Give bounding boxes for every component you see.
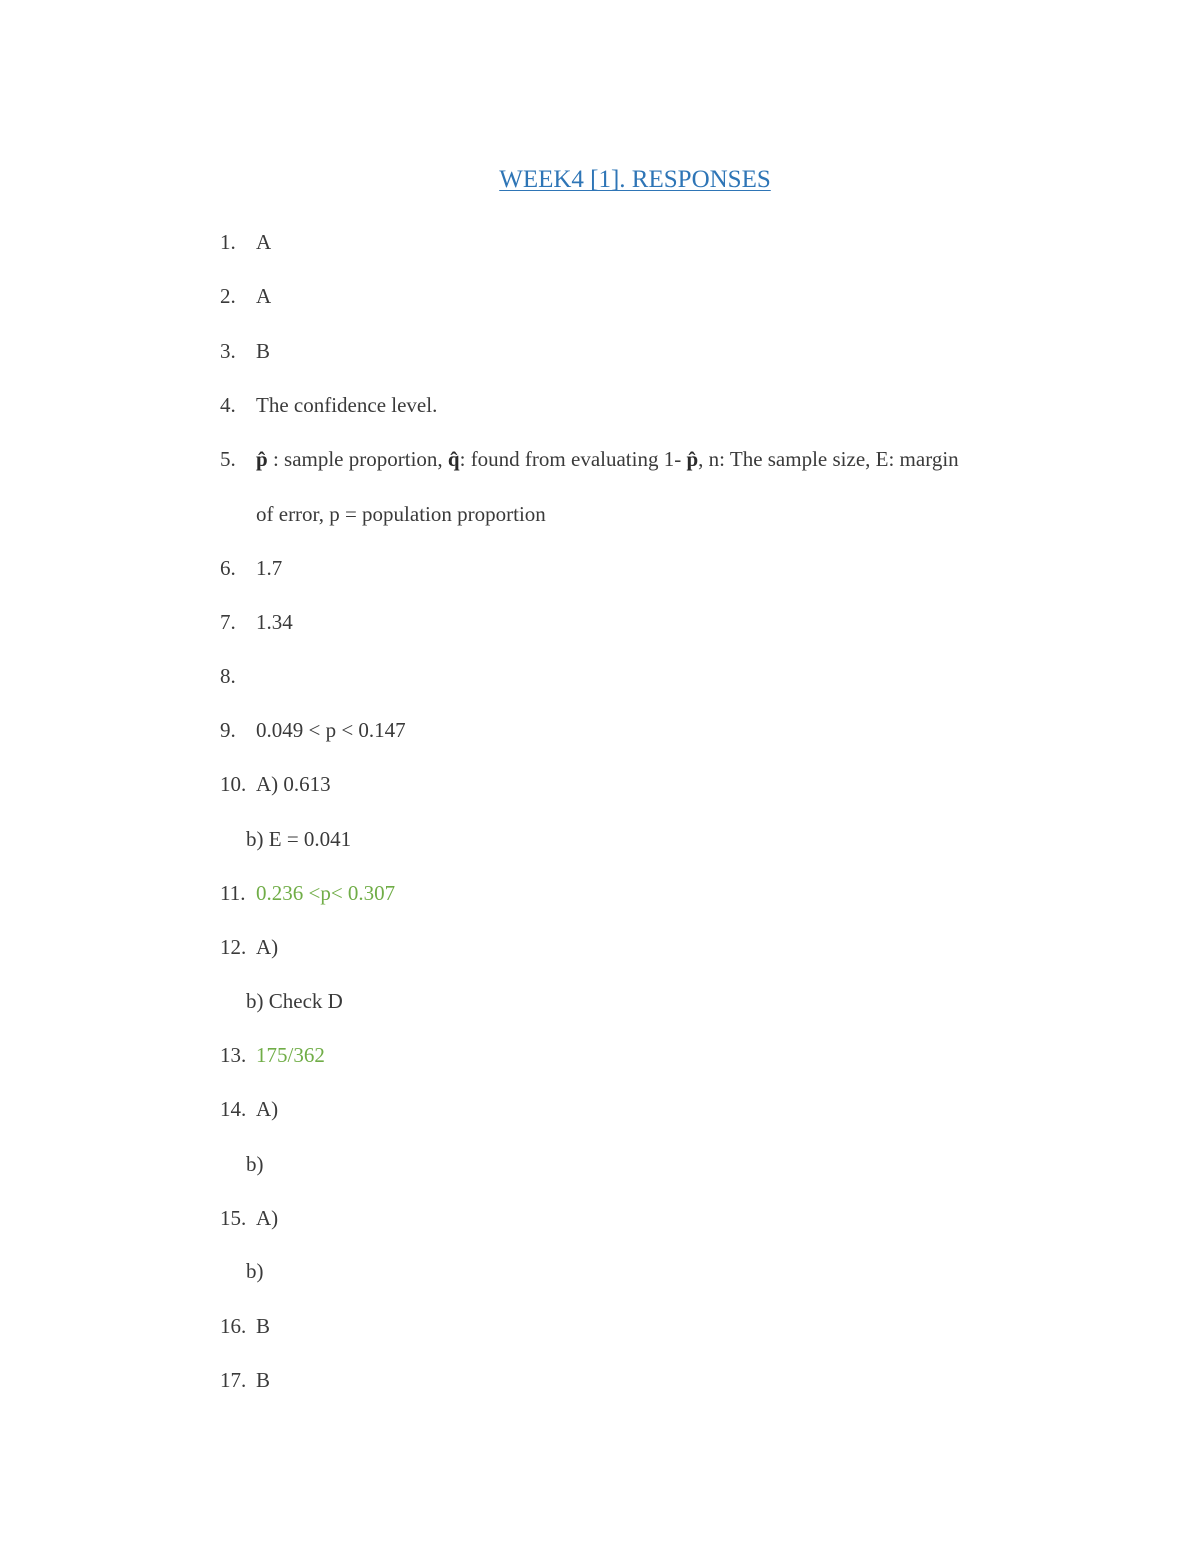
list-item-11 [220,880,395,906]
item-sub-answer: b) Check D [246,989,343,1013]
item-answer-highlighted: 0.236 <p< 0.307 [256,881,396,905]
item-number: 1. [220,230,236,254]
list-item-5-continuation [256,501,546,527]
list-item-14 [220,1096,278,1122]
item-number: 3. [220,339,236,363]
list-item-15 [220,1205,278,1231]
list-item-13 [220,1042,325,1068]
list-item-10 [220,771,331,797]
list-item-9 [220,717,406,743]
item-number: 9. [220,718,236,742]
item-answer: A) 0.613 [256,772,331,796]
item-number: 17. [220,1368,247,1392]
item-answer-highlighted: 175/362 [256,1043,325,1067]
item-number: 2. [220,284,236,308]
item-number: 5. [220,447,236,471]
list-item-8 [220,663,256,689]
item-answer: 1.34 [256,610,293,634]
item-number: 10. [220,772,247,796]
item-answer-continuation: of error, p = population proportion [256,502,546,526]
item-sub-answer: b) [246,1259,264,1283]
item-number: 12. [220,935,247,959]
list-item-3 [220,338,270,364]
p-hat-symbol: p̂ [686,447,699,471]
list-item-2 [220,283,271,309]
list-item-5 [220,446,959,472]
item-answer: B [256,1314,271,1338]
item-answer: A) [256,935,279,959]
list-item-12 [220,934,278,960]
list-item-12-sub [246,988,343,1014]
list-item-4 [220,392,437,418]
item-answer-part: : found from evaluating 1- [459,447,687,471]
list-item-16 [220,1313,270,1339]
item-number: 6. [220,556,236,580]
item-answer: B [256,339,271,363]
list-item-15-sub [246,1258,264,1284]
list-item-17 [220,1367,270,1393]
list-item-7 [220,609,293,635]
item-answer: The confidence level. [256,393,438,417]
item-answer-part: , n: The sample size, E: margin [698,447,959,471]
q-hat-symbol: q̂ [447,447,460,471]
list-item-6 [220,555,282,581]
item-answer: B [256,1368,271,1392]
item-answer: A) [256,1206,279,1230]
item-answer-part: : sample proportion, [267,447,448,471]
item-answer: 1.7 [256,556,283,580]
item-number: 4. [220,393,236,417]
p-hat-symbol: p̂ [256,447,268,471]
list-item-10-sub [246,826,351,852]
item-answer: A [256,230,272,254]
item-number: 11. [220,881,246,905]
item-answer: A) [256,1097,279,1121]
item-number: 14. [220,1097,247,1121]
item-number: 15. [220,1206,247,1230]
document-title: WEEK4 [1]. RESPONSES [499,166,771,193]
item-answer: A [256,284,272,308]
item-number: 8. [220,664,236,688]
item-number: 13. [220,1043,247,1067]
item-sub-answer: b) [246,1152,264,1176]
item-number: 16. [220,1314,247,1338]
list-item-1 [220,229,271,255]
item-sub-answer: b) E = 0.041 [246,827,352,851]
list-item-14-sub [246,1151,264,1177]
item-answer: 0.049 < p < 0.147 [256,718,406,742]
item-number: 7. [220,610,236,634]
